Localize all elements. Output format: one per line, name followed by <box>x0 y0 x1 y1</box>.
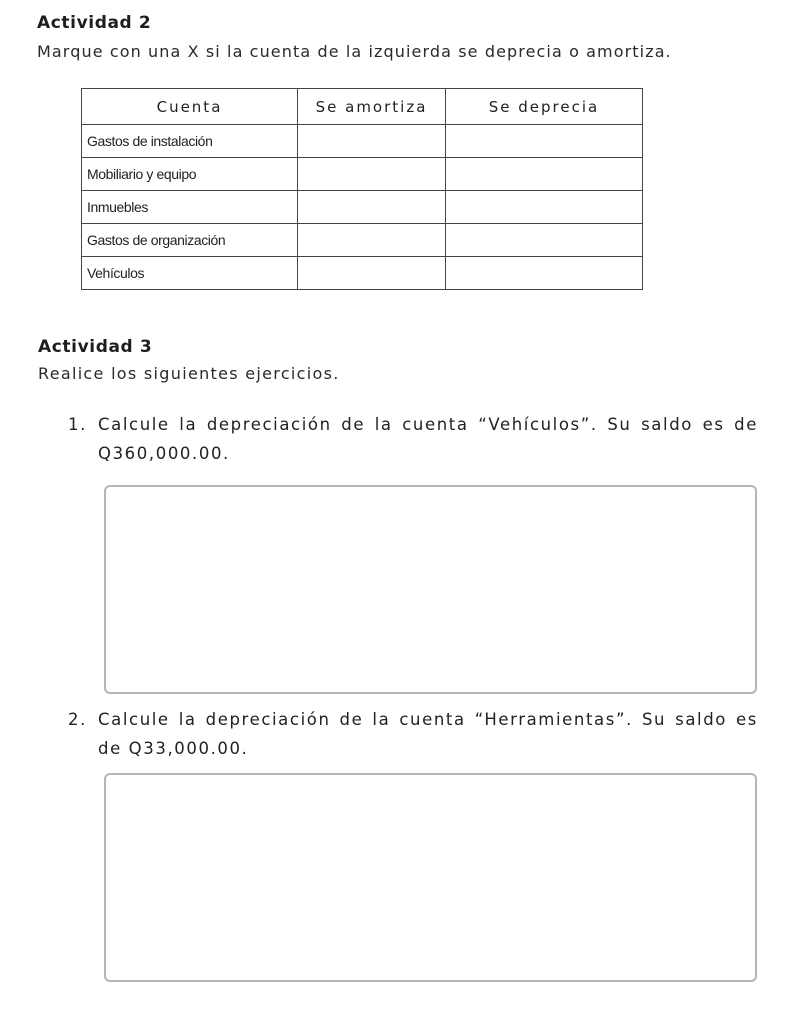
table-row <box>82 257 643 290</box>
exercise-text: Calcule la depreciación de la cuenta “Vehículos”. Su saldo es de Q360,000.00. <box>98 415 758 463</box>
se-deprecia-cell[interactable] <box>446 125 643 158</box>
cuenta-cell: Gastos de organización <box>82 224 298 257</box>
table-row <box>82 125 643 158</box>
header-se-deprecia: Se deprecia <box>446 89 643 125</box>
accounts-table <box>81 88 643 290</box>
cuenta-cell: Vehículos <box>82 257 298 290</box>
activity-3-instruction: Realice los siguientes ejercicios. <box>38 364 340 383</box>
table-row <box>82 224 643 257</box>
exercise-number: 1. <box>68 415 87 434</box>
table-row <box>82 191 643 224</box>
cuenta-cell: Gastos de instalación <box>82 125 298 158</box>
exercise-2 <box>68 705 758 763</box>
se-amortiza-cell[interactable] <box>298 224 446 257</box>
cuenta-cell: Mobiliario y equipo <box>82 158 298 191</box>
se-amortiza-cell[interactable] <box>298 257 446 290</box>
se-deprecia-cell[interactable] <box>446 224 643 257</box>
exercise-number: 2. <box>68 710 87 729</box>
exercise-1-answer-box[interactable] <box>104 485 757 694</box>
se-amortiza-cell[interactable] <box>298 125 446 158</box>
header-se-amortiza: Se amortiza <box>298 89 446 125</box>
exercise-text: Calcule la depreciación de la cuenta “Herramientas”. Su saldo es de Q33,000.00. <box>98 710 758 758</box>
se-amortiza-cell[interactable] <box>298 191 446 224</box>
se-deprecia-cell[interactable] <box>446 158 643 191</box>
header-cuenta: Cuenta <box>82 89 298 125</box>
cuenta-cell: Inmuebles <box>82 191 298 224</box>
se-deprecia-cell[interactable] <box>446 191 643 224</box>
se-deprecia-cell[interactable] <box>446 257 643 290</box>
activity-3-title: Actividad 3 <box>38 337 153 357</box>
table-header-row <box>82 89 643 125</box>
exercise-1 <box>68 410 758 468</box>
activity-2-instruction: Marque con una X si la cuenta de la izquierda se deprecia o amortiza. <box>37 42 672 61</box>
se-amortiza-cell[interactable] <box>298 158 446 191</box>
table-row <box>82 158 643 191</box>
activity-2-title: Actividad 2 <box>37 13 152 33</box>
exercise-2-answer-box[interactable] <box>104 773 757 982</box>
